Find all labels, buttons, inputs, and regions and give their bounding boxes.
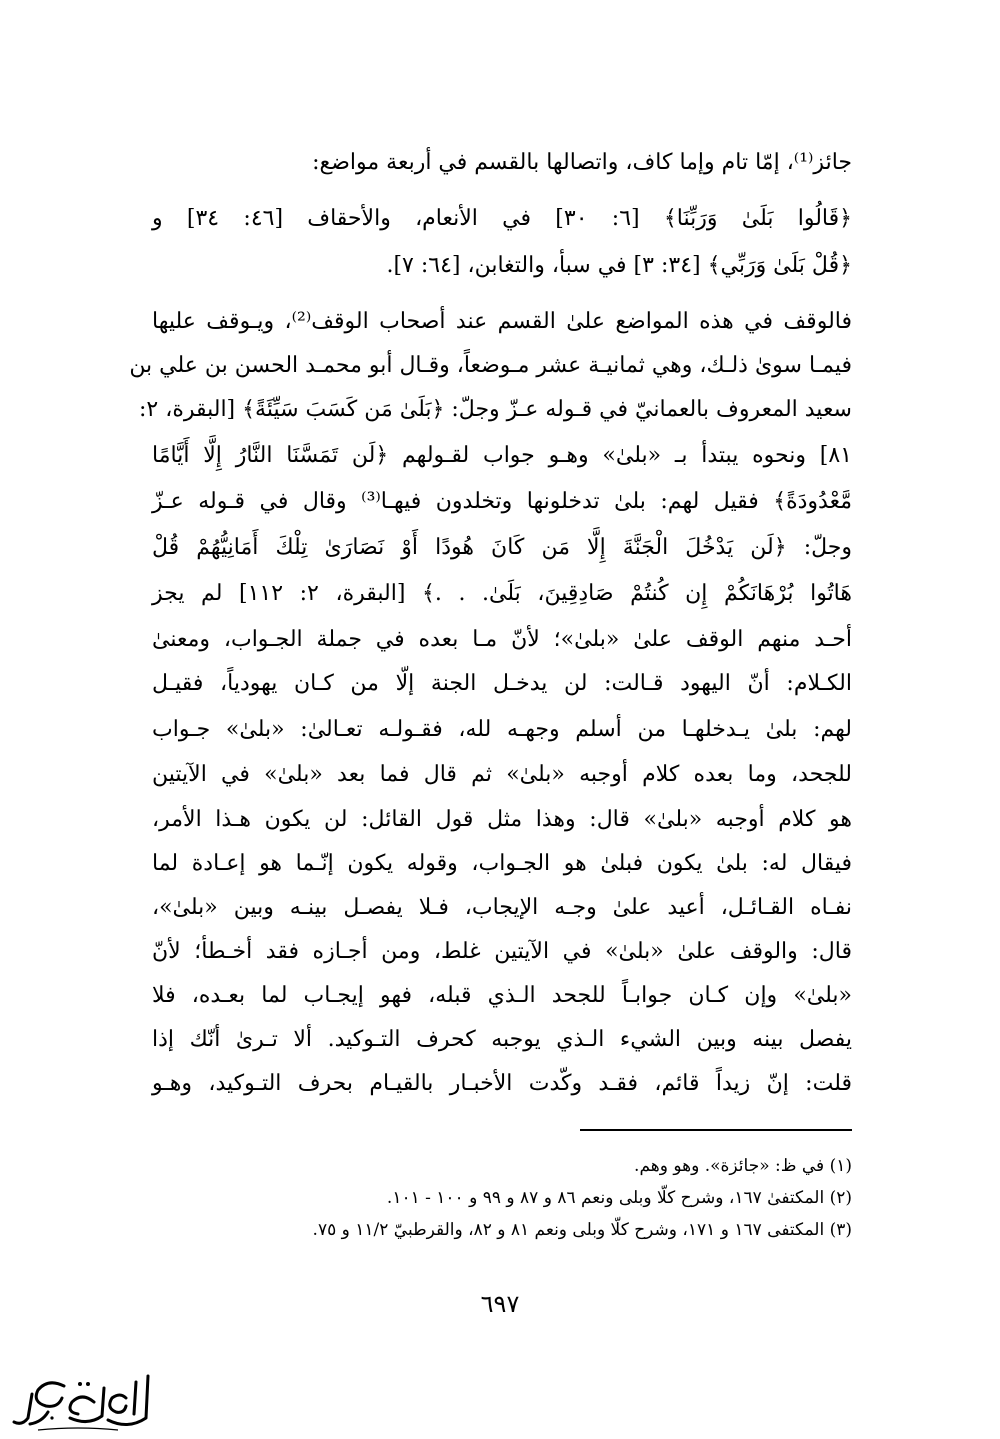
- calligraphy-logo: [8, 1368, 158, 1434]
- page-number: ٦٩٧: [480, 1290, 520, 1318]
- body-line-9: وجلّ: ﴿لَن يَدْخُلَ الْجَنَّةَ إِلَّا مَن كَانَ هُودًا أَوْ نَصَارَىٰ تِلْكَ أَمَانِيُّهُمْ قُلْ: [152, 535, 852, 560]
- body-line-8: مَّعْدُودَةً﴾ فقيل لهم: بلىٰ تدخلونها وتخلدون فيهـا⁽³⁾ وقال في قـوله عـزّ: [152, 489, 852, 514]
- footnote-3: (٣) المكتفى ١٦٧ و ١٧١، وشرح كلّا وبلى ونعم ٨١ و ٨٢، والقرطبيّ ١١/٢ و ٧٥.: [312, 1220, 852, 1240]
- body-line-4: فالوقف في هذه المواضع علىٰ القسم عند أصحاب الوقف⁽²⁾، ويـوقف عليها: [152, 309, 852, 334]
- body-line-6: سعيد المعروف بالعمانيّ في قـوله عـزّ وجلّ: ﴿بَلَىٰ مَن كَسَبَ سَيِّئَةً﴾ [البقرة، ٢:: [138, 397, 852, 422]
- footnote-separator: [580, 1129, 852, 1131]
- body-line-13: لهم: بلىٰ يـدخلهـا من أسلم وجهـه لله، فقـولـه تعـالىٰ: «بلىٰ» جـواب: [152, 717, 852, 742]
- body-line-16: فيقال له: بلىٰ يكون فبلىٰ هو الجـواب، وقوله يكون إنّـما هو إعـادة لما: [152, 851, 852, 876]
- body-line-10: هَاتُوا بُرْهَانَكُمْ إِن كُنتُمْ صَادِقِينَ، بَلَىٰ. . .﴾ [البقرة، ٢: ١١٢] لم يجز: [152, 581, 852, 606]
- body-line-15: هو كلام أوجبه «بلىٰ» قال: وهذا مثل قول القائل: لن يكون هـذا الأمر،: [152, 807, 852, 832]
- body-line-3: ﴿قُلْ بَلَىٰ وَرَبِّي﴾ [٣٤: ٣] في سبأ، والتغابن، [٦٤: ٧].: [386, 253, 852, 278]
- footnote-1: (١) في ظ: «جائزة». وهو وهم.: [634, 1156, 852, 1176]
- body-line-7: ٨١] ونحوه يبتدأ بـ «بلىٰ» وهـو جواب لقـولهم ﴿لَن تَمَسَّنَا النَّارُ إِلَّا أَيَّامًا: [152, 443, 852, 468]
- body-line-11: أحـد منهم الوقف علىٰ «بلىٰ»؛ لأنّ مـا بعده في جملة الجـواب، ومعنىٰ: [152, 627, 852, 652]
- body-line-18: قال: والوقف علىٰ «بلىٰ» في الآيتين غلط، ومن أجـازه فقد أخـطأ؛ لأنّ: [152, 939, 852, 964]
- body-line-17: نفـاه القـائـل، أعيد علىٰ وجـه الإيجاب، فـلا يفصـل بينـه وبين «بلىٰ»،: [152, 895, 852, 920]
- body-line-5: فيمـا سوىٰ ذلـك، وهي ثمانيـة عشر مـوضعاً، وقـال أبو محمـد الحسن بن علي بن: [129, 353, 852, 378]
- body-line-21: قلت: إنّ زيداً قائم، فقـد وكّدت الأخبـار بالقيـام بحرف التـوكيد، وهـو: [152, 1071, 852, 1096]
- body-line-20: يفصل بينه وبين الشيء الـذي يوجبه كحرف التـوكيد. ألا تـرىٰ أنّك إذا: [152, 1027, 852, 1052]
- body-line-14: للجحد، وما بعده كلام أوجبه «بلىٰ» ثم قال فما بعد «بلىٰ» في الآيتين: [152, 762, 852, 787]
- body-line-12: الكـلام: أنّ اليهود قـالت: لن يدخـل الجنة إلّا من كـان يهودياً، فقيـل: [152, 671, 852, 696]
- body-line-19: «بلىٰ» وإن كـان جوابـاً للجحد الـذي قبله، فهو إيجـاب لما بعـده، فلا: [152, 983, 852, 1008]
- footnote-2: (٢) المكتفىٰ ١٦٧، وشرح كلّا وبلى ونعم ٨٦ و ٨٧ و ٩٩ و ١٠٠ - ١٠١.: [386, 1188, 852, 1208]
- body-line-1: جائز⁽¹⁾، إمّا تام وإما كاف، واتصالها بالقسم في أربعة مواضع:: [312, 150, 852, 175]
- body-line-2: ﴿قَالُوا بَلَىٰ وَرَبِّنَا﴾ [٦: ٣٠] في الأنعام، والأحقاف [٤٦: ٣٤] و: [152, 206, 853, 231]
